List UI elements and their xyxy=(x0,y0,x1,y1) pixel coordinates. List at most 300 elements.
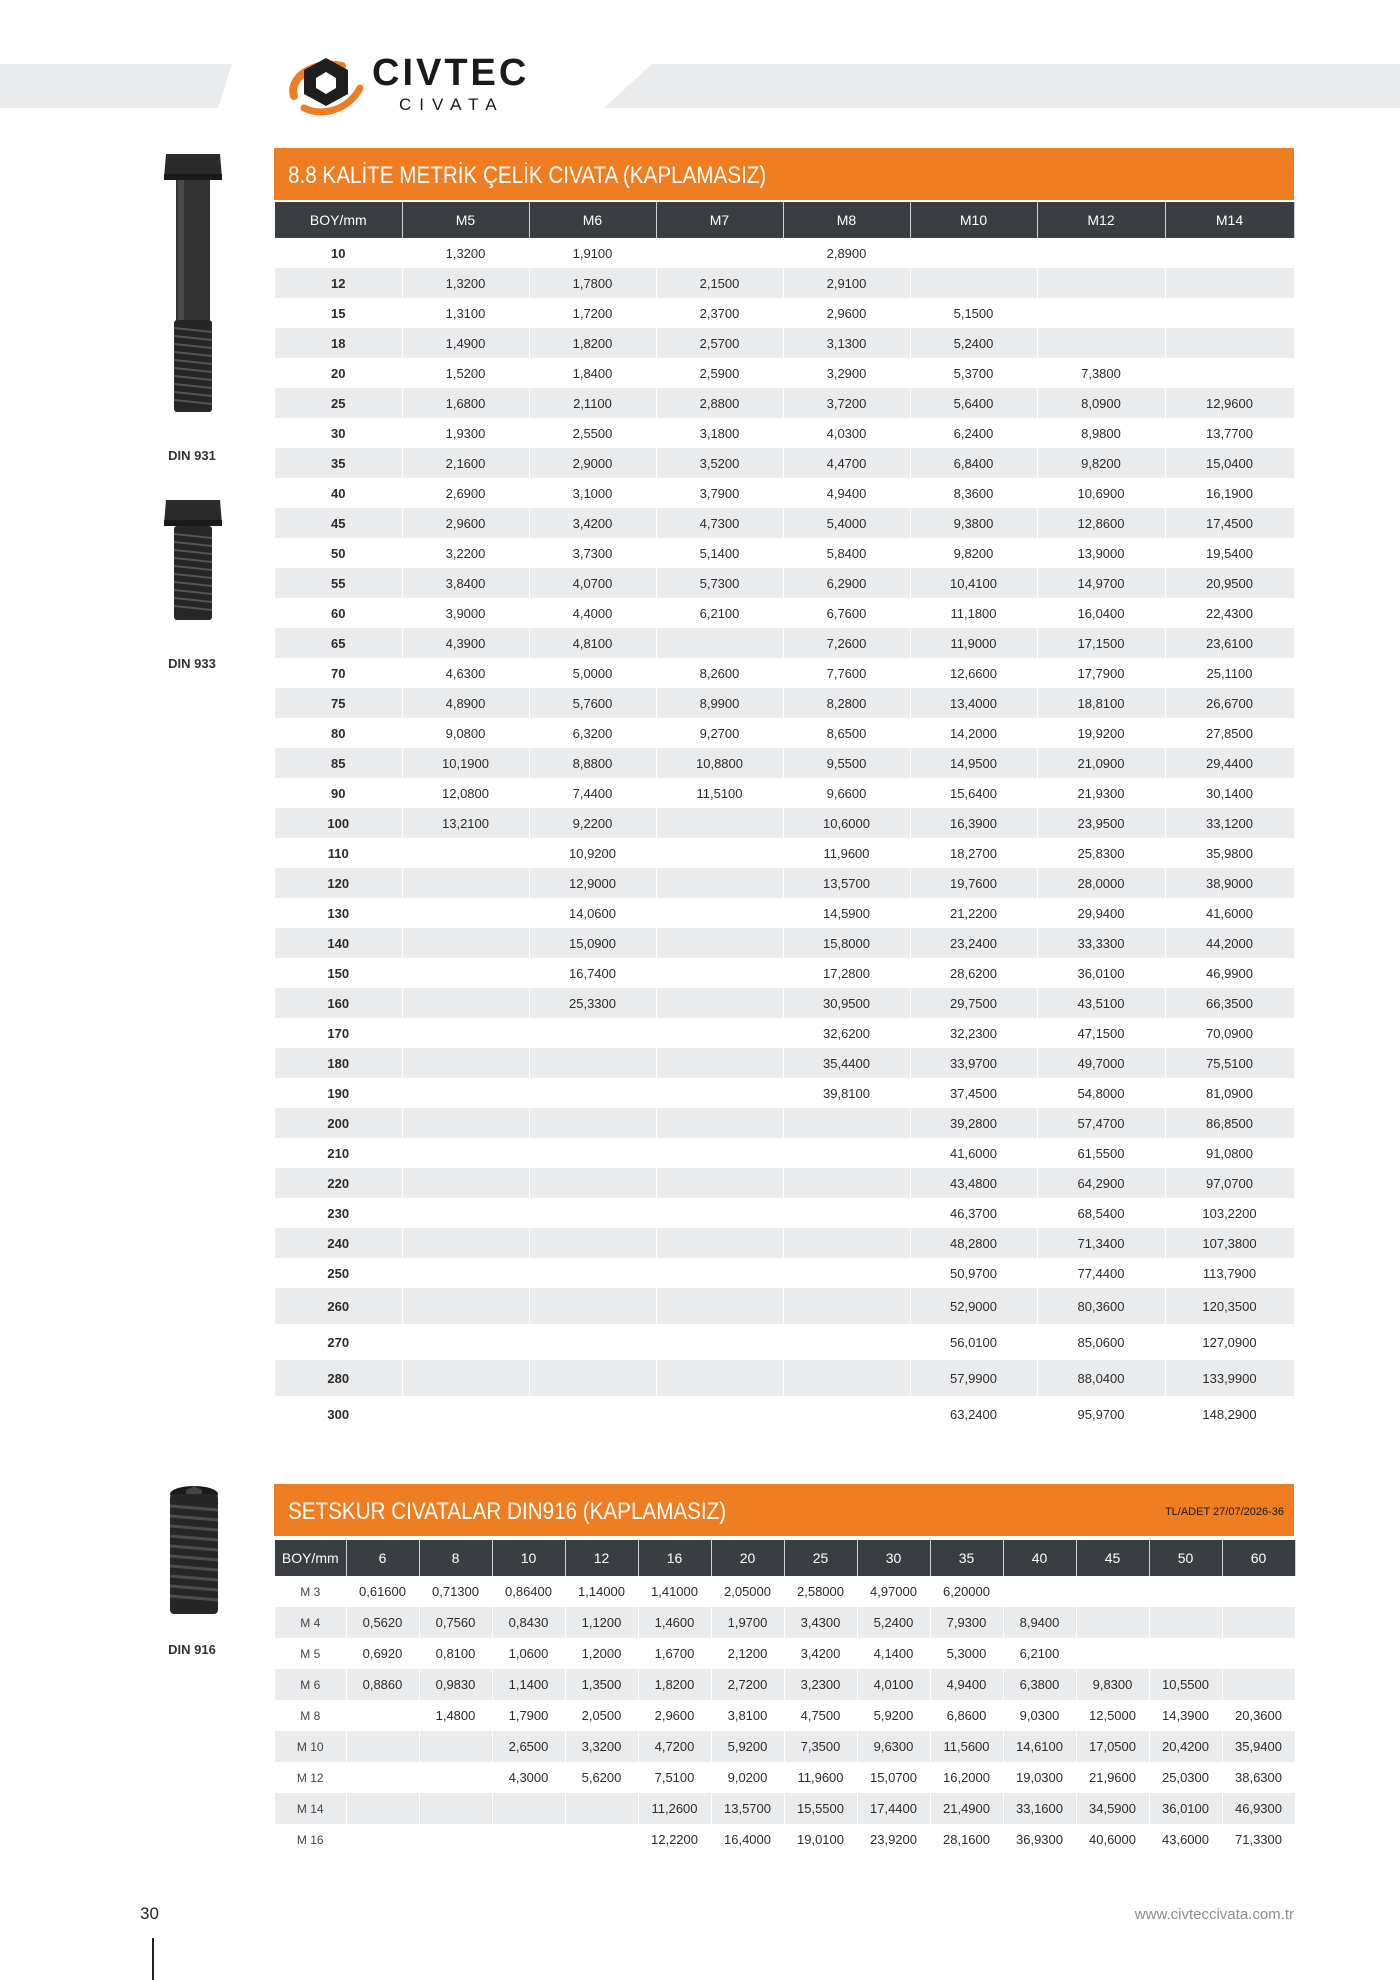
price-cell: 0,86400 xyxy=(492,1576,565,1607)
price-cell: 25,8300 xyxy=(1037,838,1165,868)
price-cell xyxy=(656,628,783,658)
row-label: 110 xyxy=(275,838,402,868)
column-header: 6 xyxy=(346,1540,419,1576)
price-cell: 4,3000 xyxy=(492,1762,565,1793)
price-cell: 12,5000 xyxy=(1076,1700,1149,1731)
price-cell: 4,3900 xyxy=(402,628,529,658)
price-cell: 10,4100 xyxy=(910,568,1037,598)
row-label: 130 xyxy=(275,898,402,928)
price-cell: 15,6400 xyxy=(910,778,1037,808)
price-cell: 30,1400 xyxy=(1165,778,1294,808)
price-cell xyxy=(656,1018,783,1048)
price-cell xyxy=(656,1288,783,1324)
price-cell: 14,9700 xyxy=(1037,568,1165,598)
table-row xyxy=(275,718,1294,748)
price-cell xyxy=(402,1198,529,1228)
column-header: 60 xyxy=(1222,1540,1295,1576)
table-row xyxy=(275,1018,1294,1048)
price-cell: 2,8900 xyxy=(783,238,910,268)
price-cell: 2,58000 xyxy=(784,1576,857,1607)
price-cell: 19,9200 xyxy=(1037,718,1165,748)
price-cell: 4,8100 xyxy=(529,628,656,658)
price-cell: 16,7400 xyxy=(529,958,656,988)
price-cell: 48,2800 xyxy=(910,1228,1037,1258)
price-cell: 4,4000 xyxy=(529,598,656,628)
price-cell: 12,9000 xyxy=(529,868,656,898)
table-row xyxy=(275,1138,1294,1168)
price-cell: 14,2000 xyxy=(910,718,1037,748)
price-cell: 41,6000 xyxy=(1165,898,1294,928)
price-cell: 52,9000 xyxy=(910,1288,1037,1324)
table-row xyxy=(275,838,1294,868)
table-row xyxy=(275,418,1294,448)
row-label: 12 xyxy=(275,268,402,298)
price-cell xyxy=(656,1198,783,1228)
price-cell xyxy=(1165,238,1294,268)
price-cell: 15,0400 xyxy=(1165,448,1294,478)
row-label: M 10 xyxy=(275,1731,346,1762)
price-cell: 15,0700 xyxy=(857,1762,930,1793)
price-cell: 2,6500 xyxy=(492,1731,565,1762)
header-band-left xyxy=(0,64,232,108)
table-row xyxy=(275,1168,1294,1198)
price-cell xyxy=(402,1360,529,1396)
price-cell xyxy=(656,1258,783,1288)
row-label: M 6 xyxy=(275,1669,346,1700)
price-cell: 15,5500 xyxy=(784,1793,857,1824)
row-label: M 8 xyxy=(275,1700,346,1731)
price-cell: 2,1600 xyxy=(402,448,529,478)
row-label: 50 xyxy=(275,538,402,568)
price-cell: 3,3200 xyxy=(565,1731,638,1762)
price-cell xyxy=(656,1228,783,1258)
price-cell xyxy=(402,1048,529,1078)
column-header: 12 xyxy=(565,1540,638,1576)
column-header-length: BOY/mm xyxy=(275,1540,346,1576)
price-cell: 4,4700 xyxy=(783,448,910,478)
row-label: M 4 xyxy=(275,1607,346,1638)
table-row xyxy=(275,1198,1294,1228)
row-label: M 16 xyxy=(275,1824,346,1855)
price-cell xyxy=(1037,298,1165,328)
price-cell: 10,9200 xyxy=(529,838,656,868)
price-cell: 21,9300 xyxy=(1037,778,1165,808)
price-cell: 29,4400 xyxy=(1165,748,1294,778)
price-cell: 13,2100 xyxy=(402,808,529,838)
price-cell xyxy=(529,1078,656,1108)
price-cell xyxy=(1037,328,1165,358)
table-row xyxy=(275,958,1294,988)
price-cell: 77,4400 xyxy=(1037,1258,1165,1288)
price-cell: 2,0500 xyxy=(565,1700,638,1731)
price-cell: 113,7900 xyxy=(1165,1258,1294,1288)
table-row xyxy=(275,1731,1295,1762)
price-cell: 22,4300 xyxy=(1165,598,1294,628)
price-cell: 1,7900 xyxy=(492,1700,565,1731)
price-cell: 2,9000 xyxy=(529,448,656,478)
price-cell xyxy=(346,1793,419,1824)
table-row xyxy=(275,1258,1294,1288)
price-cell: 57,9900 xyxy=(910,1360,1037,1396)
price-cell xyxy=(402,1258,529,1288)
table1-title: 8.8 KALİTE METRİK ÇELİK CIVATA (KAPLAMASIZ) xyxy=(288,162,767,189)
price-cell: 16,2000 xyxy=(930,1762,1003,1793)
price-cell: 32,2300 xyxy=(910,1018,1037,1048)
table-row xyxy=(275,1824,1295,1855)
price-cell: 9,0800 xyxy=(402,718,529,748)
price-cell xyxy=(656,1396,783,1432)
hex-nut-logo-icon xyxy=(284,52,368,118)
row-label: 65 xyxy=(275,628,402,658)
price-cell xyxy=(1149,1607,1222,1638)
price-cell xyxy=(529,1228,656,1258)
price-cell: 4,1400 xyxy=(857,1638,930,1669)
price-cell: 3,2900 xyxy=(783,358,910,388)
column-header: 45 xyxy=(1076,1540,1149,1576)
price-cell: 29,9400 xyxy=(1037,898,1165,928)
price-cell: 0,9830 xyxy=(419,1669,492,1700)
row-label: 55 xyxy=(275,568,402,598)
price-cell: 3,2200 xyxy=(402,538,529,568)
price-cell: 35,9400 xyxy=(1222,1731,1295,1762)
price-cell: 29,7500 xyxy=(910,988,1037,1018)
row-label: M 5 xyxy=(275,1638,346,1669)
table-row xyxy=(275,808,1294,838)
row-label: 85 xyxy=(275,748,402,778)
row-label: M 12 xyxy=(275,1762,346,1793)
price-cell: 46,9900 xyxy=(1165,958,1294,988)
price-cell xyxy=(1222,1669,1295,1700)
price-cell: 2,7200 xyxy=(711,1669,784,1700)
table-row xyxy=(275,1700,1295,1731)
price-cell xyxy=(492,1793,565,1824)
row-label: 60 xyxy=(275,598,402,628)
price-cell: 33,9700 xyxy=(910,1048,1037,1078)
row-label: 15 xyxy=(275,298,402,328)
price-cell: 6,8400 xyxy=(910,448,1037,478)
table-row xyxy=(275,1396,1294,1432)
table-row xyxy=(275,1288,1294,1324)
price-cell: 2,05000 xyxy=(711,1576,784,1607)
price-cell: 28,6200 xyxy=(910,958,1037,988)
price-cell: 41,6000 xyxy=(910,1138,1037,1168)
price-cell: 5,7300 xyxy=(656,568,783,598)
row-label: 220 xyxy=(275,1168,402,1198)
price-cell: 5,1400 xyxy=(656,538,783,568)
price-cell: 28,0000 xyxy=(1037,868,1165,898)
row-label: 30 xyxy=(275,418,402,448)
price-cell: 4,7300 xyxy=(656,508,783,538)
price-cell: 26,6700 xyxy=(1165,688,1294,718)
price-cell: 21,0900 xyxy=(1037,748,1165,778)
price-cell: 6,8600 xyxy=(930,1700,1003,1731)
price-cell: 3,7900 xyxy=(656,478,783,508)
price-cell: 9,0300 xyxy=(1003,1700,1076,1731)
din916-label: DIN 916 xyxy=(168,1642,216,1657)
price-cell: 6,2100 xyxy=(656,598,783,628)
price-cell: 3,4200 xyxy=(784,1638,857,1669)
price-cell: 5,9200 xyxy=(711,1731,784,1762)
price-cell xyxy=(402,1228,529,1258)
price-cell: 0,6920 xyxy=(346,1638,419,1669)
price-cell: 1,5200 xyxy=(402,358,529,388)
price-cell: 1,3500 xyxy=(565,1669,638,1700)
price-cell xyxy=(656,1324,783,1360)
price-cell: 38,9000 xyxy=(1165,868,1294,898)
price-cell: 1,7200 xyxy=(529,298,656,328)
row-label: 240 xyxy=(275,1228,402,1258)
price-cell: 35,9800 xyxy=(1165,838,1294,868)
price-cell: 8,8800 xyxy=(529,748,656,778)
price-cell: 15,0900 xyxy=(529,928,656,958)
price-cell: 6,7600 xyxy=(783,598,910,628)
table-row xyxy=(275,988,1294,1018)
price-cell: 43,4800 xyxy=(910,1168,1037,1198)
price-cell xyxy=(346,1824,419,1855)
row-label: M 3 xyxy=(275,1576,346,1607)
price-cell: 1,1400 xyxy=(492,1669,565,1700)
row-label: 100 xyxy=(275,808,402,838)
row-label: 300 xyxy=(275,1396,402,1432)
price-cell: 5,6200 xyxy=(565,1762,638,1793)
price-cell xyxy=(1037,238,1165,268)
price-cell xyxy=(1076,1638,1149,1669)
price-cell xyxy=(783,1288,910,1324)
price-cell: 2,9600 xyxy=(402,508,529,538)
price-cell: 37,4500 xyxy=(910,1078,1037,1108)
price-cell xyxy=(529,1018,656,1048)
table-row xyxy=(275,478,1294,508)
price-cell: 15,8000 xyxy=(783,928,910,958)
price-cell xyxy=(1222,1607,1295,1638)
price-cell xyxy=(1165,268,1294,298)
price-cell: 1,2000 xyxy=(565,1638,638,1669)
price-cell: 44,2000 xyxy=(1165,928,1294,958)
brand-subtitle: CIVATA xyxy=(399,95,505,114)
price-cell: 3,1300 xyxy=(783,328,910,358)
price-cell: 61,5500 xyxy=(1037,1138,1165,1168)
price-cell: 14,5900 xyxy=(783,898,910,928)
price-cell xyxy=(783,1258,910,1288)
price-cell: 10,6900 xyxy=(1037,478,1165,508)
price-cell: 5,4000 xyxy=(783,508,910,538)
price-cell xyxy=(656,1360,783,1396)
price-cell: 18,2700 xyxy=(910,838,1037,868)
row-label: 35 xyxy=(275,448,402,478)
price-cell: 5,1500 xyxy=(910,298,1037,328)
table2-title: SETSKUR CIVATALAR DIN916 (KAPLAMASIZ) xyxy=(288,1498,727,1525)
price-cell: 17,1500 xyxy=(1037,628,1165,658)
price-cell: 11,9600 xyxy=(784,1762,857,1793)
price-cell xyxy=(656,808,783,838)
price-cell: 9,2700 xyxy=(656,718,783,748)
table2-title-bar xyxy=(274,1484,1294,1536)
price-cell xyxy=(529,1396,656,1432)
price-cell: 12,8600 xyxy=(1037,508,1165,538)
price-cell xyxy=(1076,1576,1149,1607)
row-label: 180 xyxy=(275,1048,402,1078)
price-cell: 7,4400 xyxy=(529,778,656,808)
price-cell: 14,6100 xyxy=(1003,1731,1076,1762)
price-cell xyxy=(1165,298,1294,328)
price-cell: 34,5900 xyxy=(1076,1793,1149,1824)
price-cell: 11,1800 xyxy=(910,598,1037,628)
price-cell xyxy=(656,1078,783,1108)
price-cell: 3,5200 xyxy=(656,448,783,478)
price-cell: 11,9600 xyxy=(783,838,910,868)
price-cell: 17,7900 xyxy=(1037,658,1165,688)
price-cell xyxy=(656,928,783,958)
price-cell: 6,20000 xyxy=(930,1576,1003,1607)
table-row xyxy=(275,658,1294,688)
price-cell: 8,6500 xyxy=(783,718,910,748)
price-cell xyxy=(656,1048,783,1078)
price-cell xyxy=(1149,1576,1222,1607)
price-cell: 20,9500 xyxy=(1165,568,1294,598)
price-cell: 75,5100 xyxy=(1165,1048,1294,1078)
price-cell xyxy=(783,1198,910,1228)
price-cell: 21,2200 xyxy=(910,898,1037,928)
price-cell: 1,41000 xyxy=(638,1576,711,1607)
row-label: 160 xyxy=(275,988,402,1018)
price-cell: 2,5700 xyxy=(656,328,783,358)
page-number: 30 xyxy=(140,1904,159,1923)
price-cell: 0,8430 xyxy=(492,1607,565,1638)
price-cell xyxy=(656,988,783,1018)
price-cell: 16,3900 xyxy=(910,808,1037,838)
price-cell: 13,4000 xyxy=(910,688,1037,718)
price-cell: 8,9800 xyxy=(1037,418,1165,448)
price-cell: 1,14000 xyxy=(565,1576,638,1607)
price-cell xyxy=(529,1168,656,1198)
price-cell: 97,0700 xyxy=(1165,1168,1294,1198)
price-cell: 21,9600 xyxy=(1076,1762,1149,1793)
price-cell: 8,0900 xyxy=(1037,388,1165,418)
din916-setscrew-image xyxy=(164,1484,224,1622)
price-cell xyxy=(783,1324,910,1360)
price-cell: 64,2900 xyxy=(1037,1168,1165,1198)
price-cell: 1,9100 xyxy=(529,238,656,268)
price-cell xyxy=(402,868,529,898)
price-cell: 9,0200 xyxy=(711,1762,784,1793)
row-label: 20 xyxy=(275,358,402,388)
price-cell: 40,6000 xyxy=(1076,1824,1149,1855)
price-cell: 9,5500 xyxy=(783,748,910,778)
price-cell: 12,9600 xyxy=(1165,388,1294,418)
column-header-length: BOY/mm xyxy=(275,202,402,238)
price-cell: 1,4800 xyxy=(419,1700,492,1731)
table-row xyxy=(275,868,1294,898)
price-cell: 11,2600 xyxy=(638,1793,711,1824)
price-cell: 2,5500 xyxy=(529,418,656,448)
price-cell: 120,3500 xyxy=(1165,1288,1294,1324)
table1-title-bar xyxy=(274,148,1294,200)
price-cell: 6,2400 xyxy=(910,418,1037,448)
price-cell: 9,8200 xyxy=(910,538,1037,568)
price-cell: 71,3300 xyxy=(1222,1824,1295,1855)
price-cell: 5,9200 xyxy=(857,1700,930,1731)
price-cell xyxy=(910,238,1037,268)
price-cell: 19,7600 xyxy=(910,868,1037,898)
price-cell: 3,8100 xyxy=(711,1700,784,1731)
price-cell: 21,4900 xyxy=(930,1793,1003,1824)
price-cell: 1,6700 xyxy=(638,1638,711,1669)
price-cell: 23,2400 xyxy=(910,928,1037,958)
price-cell: 20,4200 xyxy=(1149,1731,1222,1762)
row-label: 40 xyxy=(275,478,402,508)
row-label: 70 xyxy=(275,658,402,688)
price-cell: 2,9600 xyxy=(783,298,910,328)
price-cell xyxy=(402,958,529,988)
price-cell: 23,6100 xyxy=(1165,628,1294,658)
column-header: 16 xyxy=(638,1540,711,1576)
price-cell: 33,1200 xyxy=(1165,808,1294,838)
price-cell: 3,8400 xyxy=(402,568,529,598)
price-cell: 19,0100 xyxy=(784,1824,857,1855)
column-header: M7 xyxy=(656,202,783,238)
price-cell xyxy=(1149,1638,1222,1669)
price-cell: 5,2400 xyxy=(857,1607,930,1638)
price-cell: 86,8500 xyxy=(1165,1108,1294,1138)
price-cell: 1,8200 xyxy=(638,1669,711,1700)
price-cell: 7,7600 xyxy=(783,658,910,688)
price-cell: 68,5400 xyxy=(1037,1198,1165,1228)
price-cell xyxy=(656,838,783,868)
price-cell: 54,8000 xyxy=(1037,1078,1165,1108)
price-cell: 8,3600 xyxy=(910,478,1037,508)
brand-name: CIVTEC xyxy=(372,52,530,94)
price-cell: 0,5620 xyxy=(346,1607,419,1638)
price-cell xyxy=(1076,1607,1149,1638)
price-cell: 1,4600 xyxy=(638,1607,711,1638)
din931-bolt-image xyxy=(160,148,226,418)
table-row xyxy=(275,1793,1295,1824)
price-cell: 0,8860 xyxy=(346,1669,419,1700)
price-cell xyxy=(492,1824,565,1855)
price-cell: 8,9900 xyxy=(656,688,783,718)
column-header: 35 xyxy=(930,1540,1003,1576)
price-cell: 14,3900 xyxy=(1149,1700,1222,1731)
column-header: 40 xyxy=(1003,1540,1076,1576)
table-row xyxy=(275,1228,1294,1258)
row-label: 90 xyxy=(275,778,402,808)
row-label: 140 xyxy=(275,928,402,958)
price-cell: 28,1600 xyxy=(930,1824,1003,1855)
price-cell: 4,0100 xyxy=(857,1669,930,1700)
price-cell xyxy=(529,1324,656,1360)
price-cell: 4,7200 xyxy=(638,1731,711,1762)
price-cell: 3,4200 xyxy=(529,508,656,538)
price-cell: 66,3500 xyxy=(1165,988,1294,1018)
price-cell: 7,9300 xyxy=(930,1607,1003,1638)
price-cell: 1,1200 xyxy=(565,1607,638,1638)
price-cell xyxy=(656,238,783,268)
price-cell: 17,4500 xyxy=(1165,508,1294,538)
price-cell: 3,2300 xyxy=(784,1669,857,1700)
price-cell: 1,8400 xyxy=(529,358,656,388)
price-cell: 2,3700 xyxy=(656,298,783,328)
price-cell xyxy=(1222,1576,1295,1607)
row-label: 230 xyxy=(275,1198,402,1228)
price-cell: 10,1900 xyxy=(402,748,529,778)
price-cell: 11,5600 xyxy=(930,1731,1003,1762)
price-cell xyxy=(656,898,783,928)
price-cell: 25,3300 xyxy=(529,988,656,1018)
website-link[interactable]: www.civteccivata.com.tr xyxy=(1134,1906,1294,1923)
price-cell: 11,9000 xyxy=(910,628,1037,658)
row-label: 120 xyxy=(275,868,402,898)
price-cell: 1,8200 xyxy=(529,328,656,358)
